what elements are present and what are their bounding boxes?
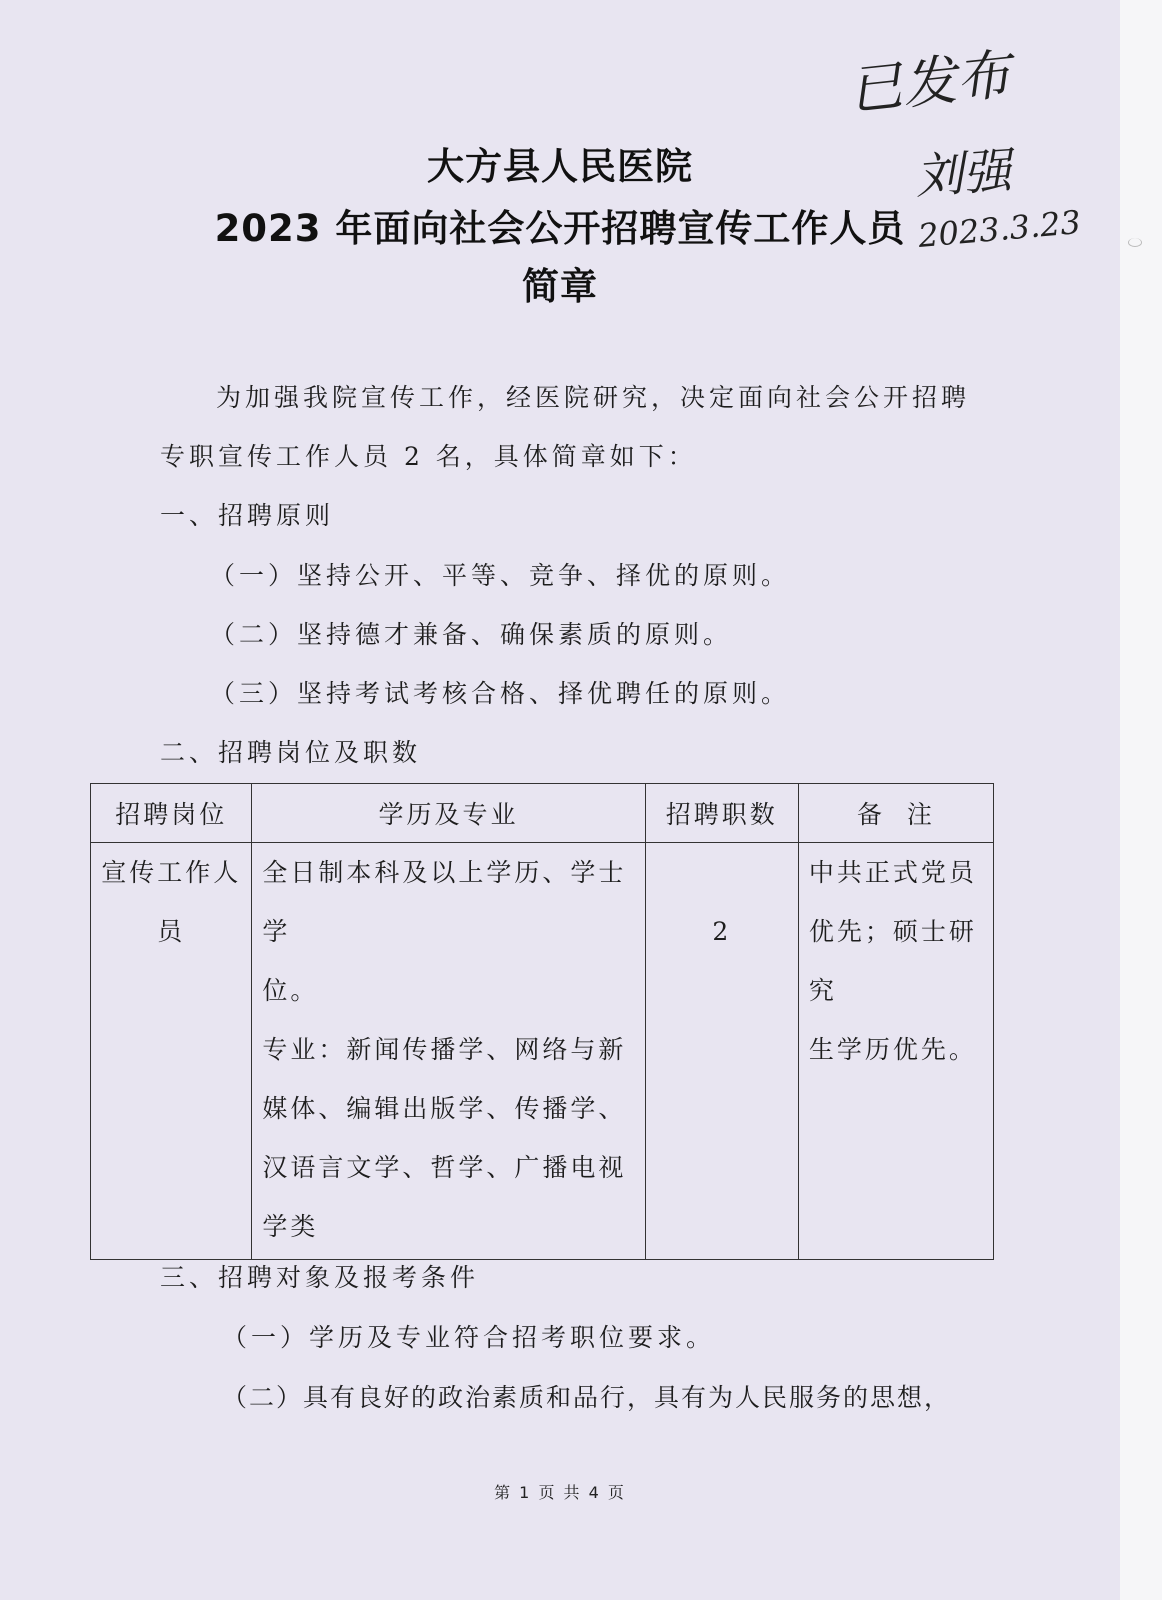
section-1-item: （一）坚持公开、平等、竞争、择优的原则。 (210, 561, 791, 590)
header-education: 学历及专业 (252, 784, 645, 843)
cell-count-text: 2 (712, 917, 732, 946)
table-row (91, 843, 994, 1260)
title-line-3: 简章 (522, 265, 598, 308)
scan-speck (1128, 238, 1142, 247)
recruitment-table (90, 783, 994, 1260)
title-line-2: 2023 年面向社会公开招聘宣传工作人员 (214, 207, 906, 250)
title-line-1: 大方县人民医院 (427, 145, 693, 188)
section-2-heading: 二、招聘岗位及职数 (160, 738, 422, 767)
section-3-item: （二）具有良好的政治素质和品行，具有为人民服务的思想， (222, 1383, 952, 1412)
section-1-item: （二）坚持德才兼备、确保素质的原则。 (210, 620, 733, 649)
header-remark: 备 注 (798, 784, 993, 843)
intro-line-1: 为加强我院宣传工作，经医院研究，决定面向社会公开招聘 (216, 383, 971, 412)
handwritten-initials: 刘强 (913, 142, 1014, 206)
cell-position-text: 宣传工作人 员 (101, 858, 242, 946)
section-3-item: （一）学历及专业符合招考职位要求。 (222, 1323, 716, 1352)
cell-education-text: 全日制本科及以上学历、学士学 位。 专业：新闻传播学、网络与新 媒体、编辑出版学、传播学、 汉语言文学、哲学、广播电视 学类 (262, 858, 627, 1241)
intro-line-2: 专职宣传工作人员 2 名，具体简章如下： (160, 442, 697, 471)
handwritten-date: 2023.3.23 (916, 202, 1083, 256)
header-position: 招聘岗位 (91, 784, 252, 843)
cell-count (645, 843, 798, 1260)
page-number: 第 1 页 共 4 页 (494, 1483, 626, 1502)
cell-education (252, 843, 645, 1260)
header-count: 招聘职数 (645, 784, 798, 843)
cell-remark (798, 843, 993, 1260)
section-3-heading: 三、招聘对象及报考条件 (160, 1263, 480, 1292)
cell-position (91, 843, 252, 1260)
handwritten-note: 已发布 (845, 42, 1014, 123)
table-header-row (91, 784, 994, 843)
section-1-item: （三）坚持考试考核合格、择优聘任的原则。 (210, 679, 791, 708)
section-1-heading: 一、招聘原则 (160, 501, 335, 530)
cell-remark-text: 中共正式党员 优先；硕士研究 生学历优先。 (808, 858, 977, 1064)
